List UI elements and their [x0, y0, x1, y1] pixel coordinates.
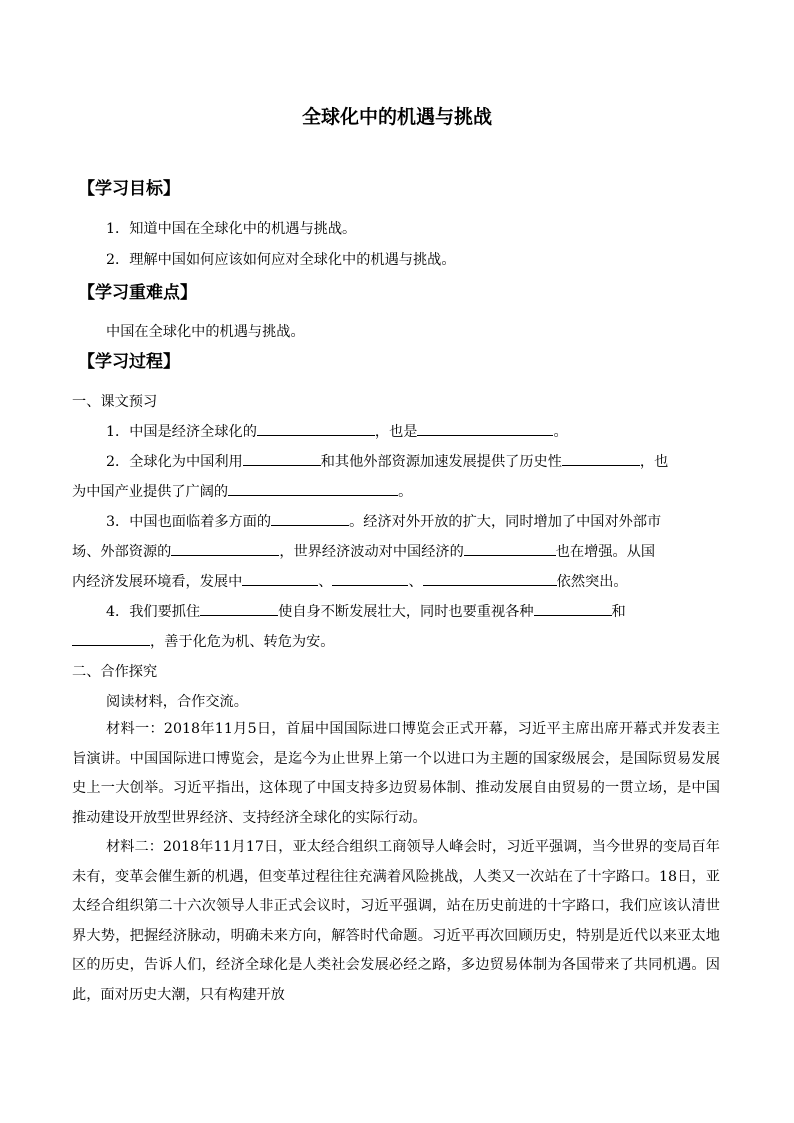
q1-text-c: 。 [553, 424, 568, 440]
q3-text-a: 3．中国也面临着多方面的 [106, 514, 272, 530]
q2-blank-2[interactable] [562, 451, 640, 466]
q4-text-b: 使自身不断发展壮大，同时也要重视各种 [278, 604, 534, 620]
q4-text-d: ，善于化危为机、转危为安。 [150, 634, 335, 650]
q1-blank-1[interactable] [257, 421, 375, 436]
preview-question-3-line-2 [72, 541, 655, 563]
preview-heading: 一、课文预习 [72, 394, 158, 410]
q4-blank-1[interactable] [200, 601, 278, 616]
q2-blank-3[interactable] [228, 481, 398, 496]
cooperation-heading: 二、合作探究 [72, 664, 158, 680]
q2-blank-1[interactable] [243, 451, 321, 466]
q1-text-b: ，也是 [374, 424, 418, 440]
objective-item-1: 1．知道中国在全球化中的机遇与挑战。 [106, 221, 357, 237]
preview-question-4-line-2 [72, 631, 334, 653]
q3-text-e: 也在增强。从国 [555, 544, 656, 560]
preview-question-1 [106, 421, 568, 443]
q3-blank-4[interactable] [242, 571, 318, 586]
q3-blank-2[interactable] [171, 541, 279, 556]
preview-question-3-line-1 [106, 511, 661, 533]
objectives-heading: 【学习目标】 [78, 179, 180, 199]
q3-text-g: 、 [318, 574, 333, 590]
preview-question-2-line-1 [106, 451, 668, 473]
q3-text-b: 。经济对外开放的扩大，同时增加了中国对外部市 [349, 514, 662, 530]
material-1-paragraph: 材料一：2018年11月5日，首届中国国际进口博览会正式开幕，习近平主席出席开幕式并发表主旨演讲。中国国际进口博览会，是迄今为止世界上第一个以进口为主题的国家级展会，是国际贸易发展史上一大创举。习近平指出，这体现了中国支持多边贸易体制、推动发展自由贸易的一贯立场，是中国推动建设开放型世界经济、支持经济全球化的实际行动。 [72, 721, 720, 826]
q2-text-a: 2．全球化为中国利用 [106, 454, 243, 470]
objective-item-2: 2．理解中国如何应该如何应对全球化中的机遇与挑战。 [106, 252, 456, 268]
page-title: 全球化中的机遇与挑战 [301, 106, 492, 128]
q4-blank-3[interactable] [72, 631, 150, 646]
q4-text-c: 和 [611, 604, 626, 620]
q3-text-c: 场、外部资源的 [72, 544, 172, 560]
q3-blank-5[interactable] [332, 571, 408, 586]
preview-question-3-line-3 [72, 571, 628, 593]
q3-text-d: ，世界经济波动对中国经济的 [279, 544, 464, 560]
q2-text-e: 。 [398, 484, 413, 500]
q4-text-a: 4．我们要抓住 [106, 604, 201, 620]
material-2-paragraph: 材料二：2018年11月17日，亚太经合组织工商领导人峰会时，习近平强调，当今世界的变局百年未有，变革会催生新的机遇，但变革过程往往充满着风险挑战，人类又一次站在了十字路口。18日，亚太经合组织第二十六次领导人非正式会议时，习近平强调，站在历史前进的十字路口，我们应该认清世界大势，把握经济脉动，明确未来方向，解答时代命题。习近平再次回顾历史，特别是近代以来亚太地区的历史，告诉人们，经济全球化是人类社会发展必经之路，多边贸易体制为各国带来了共同机遇。因此，面对历史大潮，只有构建开放 [72, 839, 720, 1003]
q3-blank-3[interactable] [464, 541, 556, 556]
q3-text-i: 依然突出。 [556, 574, 628, 590]
q1-text-a: 1．中国是经济全球化的 [106, 424, 257, 440]
q2-text-c: ，也 [639, 454, 669, 470]
q3-text-h: 、 [408, 574, 423, 590]
q4-blank-2[interactable] [534, 601, 612, 616]
process-heading: 【学习过程】 [78, 352, 180, 372]
q1-blank-2[interactable] [417, 421, 553, 436]
q2-text-b: 和其他外部资源加速发展提供了历史性 [320, 454, 562, 470]
key-points-text: 中国在全球化中的机遇与挑战。 [106, 324, 305, 340]
q3-blank-6[interactable] [423, 571, 557, 586]
q3-blank-1[interactable] [271, 511, 349, 526]
key-points-heading: 【学习重难点】 [78, 283, 197, 303]
cooperation-intro: 阅读材料，合作交流。 [106, 694, 248, 710]
q3-text-f: 内经济发展环境看，发展中 [72, 574, 243, 590]
preview-question-4-line-1 [106, 601, 626, 623]
q2-text-d: 为中国产业提供了广阔的 [72, 484, 229, 500]
preview-question-2-line-2 [72, 481, 412, 503]
